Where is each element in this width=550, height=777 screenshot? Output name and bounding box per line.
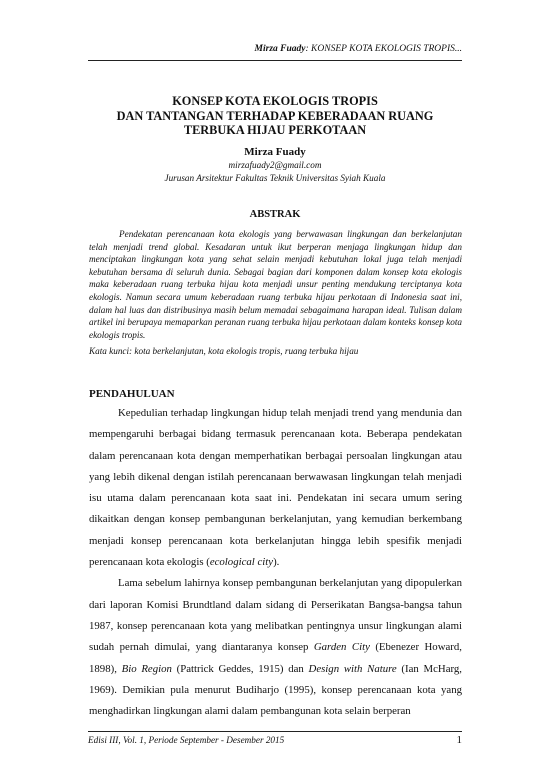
running-header bbox=[88, 44, 462, 58]
page-number: 1 bbox=[456, 734, 462, 746]
p1-text: Kepedulian terhadap lingkungan hidup telah menjadi trend yang mendunia dan mempengaruhi berbagai bidang termasuk perencanaan kota. Beberapa pendekatan dalam perencanaan kota dengan memperhatikan berbagai persoalan lingkungan atau yang lebih dikenal dengan istilah perencanaan berwawasan lingkungan telah menjadi isu utama dalam perencanaan kota saat ini. Pendekatan ini secara umum sering dikaitkan dengan konsep pembangunan berkelanjutan, yang kemudian berkembang menjadi konsep perencanaan kota berkelanjutan hingga lebih spesifik menjadi perencanaan kota ekologis ( bbox=[89, 407, 462, 569]
header-author: Mirza Fuady bbox=[254, 44, 306, 54]
author-affiliation: Jurusan Arsitektur Fakultas Teknik Universitas Syiah Kuala bbox=[164, 173, 386, 183]
abstract-heading: ABSTRAK bbox=[249, 209, 301, 220]
page-footer bbox=[88, 735, 462, 745]
section-heading: PENDAHULUAN bbox=[89, 388, 175, 400]
title-line-1: KONSEP KOTA EKOLOGIS TROPIS bbox=[172, 94, 378, 108]
keywords: Kata kunci: kota berkelanjutan, kota ekologis tropis, ruang terbuka hijau bbox=[89, 346, 359, 356]
paragraph-2 bbox=[89, 573, 462, 722]
abstract-text: Pendekatan perencanaan kota ekologis yang berwawasan lingkungan dan berkelanjutan telah menjadi trend global. Kesadaran untuk ikut berperan menjaga lingkungan hidup dan menciptakan lingkungan kota yang sehat selain menjadi kebutuhan lokal juga telah menjadi kebutuhan bersama di seluruh dunia. Sebagai bagian dari komponen dalam konsep kota ekologis maka keberadaan ruang terbuka hijau kota menjadi unsur penting mendukung terciptanya kota ekologis. Namun secara umum keberadaan ruang terbuka hijau perkotaan di Indonesia saat ini, dalam hal luas dan distribusinya masih belum memadai sebagaimana harapan ideal. Tulisan dalam artikel ini berupaya memaparkan peranan ruang terbuka hijau perkotaan dalam konteks konsep kota ekologis tropis. bbox=[89, 229, 462, 340]
header-separator: : bbox=[305, 44, 312, 54]
p2-text-c: (Pattrick Geddes, 1915) dan bbox=[171, 662, 309, 675]
title-line-2: DAN TANTANGAN TERHADAP KEBERADAAN RUANG bbox=[116, 108, 434, 123]
p2-italic-2: Bio Region bbox=[121, 662, 172, 675]
p2-text-d: (Ian McHarg, 1969). Demikian pula menurut Budiharjo (1995), konsep perencanaan kota yang menghadirkan lingkungan alami dalam pembangunan kota selain berperan bbox=[89, 662, 463, 718]
p2-italic-1: Garden City bbox=[313, 641, 370, 654]
p2-italic-3: Design with Nature bbox=[308, 662, 397, 675]
body-text bbox=[89, 403, 462, 722]
p2-text-a: Lama sebelum lahirnya konsep pembangunan berkelanjutan yang dipopulerkan dari laporan Komisi Brundtland dalam sidang di Perserikatan Bangsa-bangsa tahun 1987, konsep perencanaan kota yang melibatkan pentingnya unsur lingkungan alami sudah pernah dimulai, yang diantaranya konsep bbox=[89, 577, 462, 654]
paper-author: Mirza Fuady bbox=[244, 146, 306, 158]
footer-edition: Edisi III, Vol. 1, Periode September - Desember 2015 bbox=[88, 735, 285, 745]
p2-text-b: (Ebenezer Howard, 1898), bbox=[89, 641, 462, 675]
footer-rule bbox=[88, 731, 462, 732]
header-title: KONSEP KOTA EKOLOGIS TROPIS... bbox=[311, 44, 462, 54]
author-email: mirzafuady2@gmail.com bbox=[228, 160, 322, 170]
p1-italic: ecological city bbox=[209, 556, 274, 569]
p1-end: ). bbox=[273, 556, 280, 569]
title-line-3: TERBUKA HIJAU PERKOTAAN bbox=[183, 123, 367, 137]
paper-title bbox=[88, 94, 462, 138]
header-rule bbox=[88, 60, 462, 61]
paragraph-1 bbox=[89, 403, 462, 573]
